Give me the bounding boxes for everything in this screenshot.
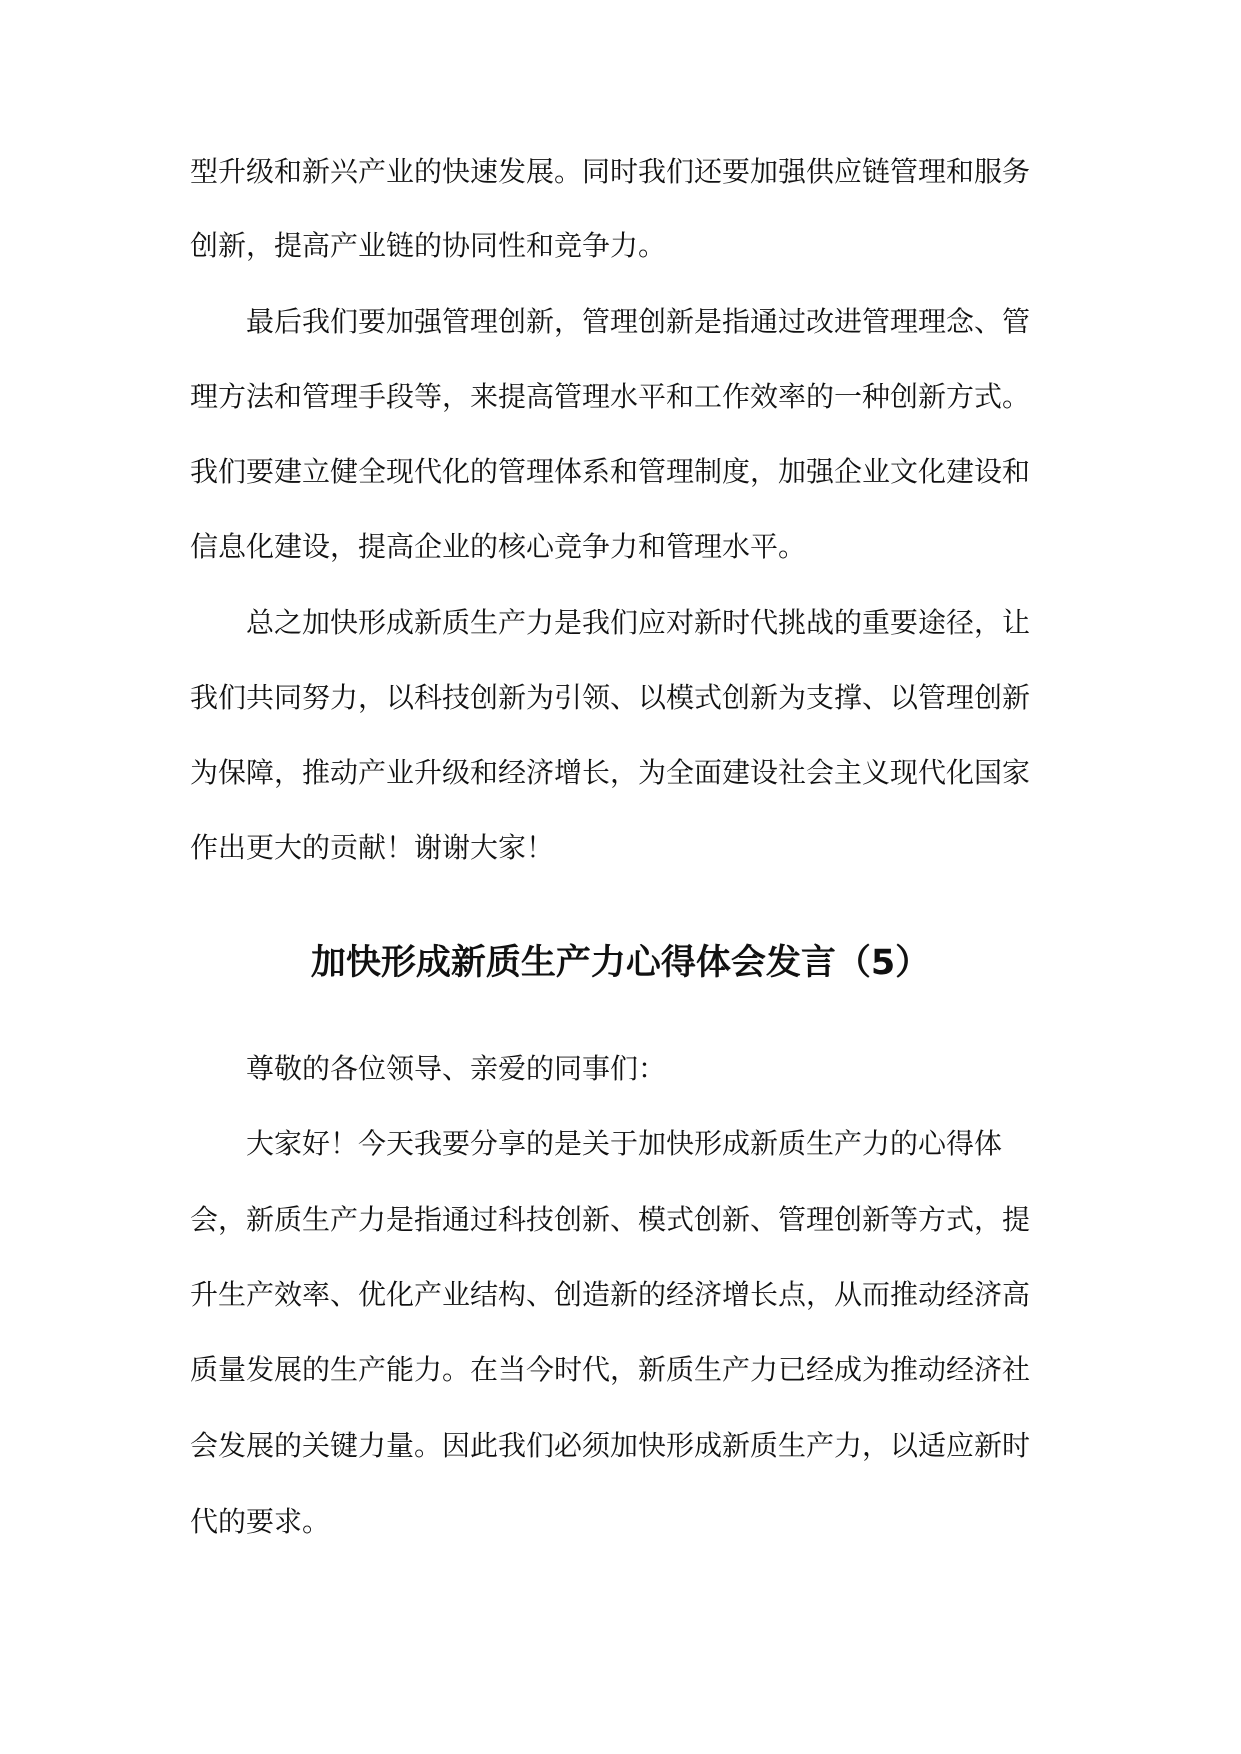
paragraph-line: 质量发展的生产能力。在当今时代，新质生产力已经成为推动经济社: [190, 1353, 1031, 1386]
paragraph-line: 我们共同努力，以科技创新为引领、以模式创新为支撑、以管理创新: [190, 681, 1031, 714]
paragraph-line: 会发展的关键力量。因此我们必须加快形成新质生产力，以适应新时: [190, 1429, 1031, 1462]
paragraph-line: 大家好！今天我要分享的是关于加快形成新质生产力的心得体: [246, 1127, 1003, 1160]
paragraph-line: 总之加快形成新质生产力是我们应对新时代挑战的重要途径，让: [246, 606, 1031, 639]
paragraph-line: 会，新质生产力是指通过科技创新、模式创新、管理创新等方式，提: [190, 1203, 1031, 1236]
paragraph-line: 创新，提高产业链的协同性和竞争力。: [190, 229, 667, 262]
paragraph-line: 最后我们要加强管理创新，管理创新是指通过改进管理理念、管: [246, 305, 1031, 338]
paragraph-line: 代的要求。: [190, 1505, 331, 1538]
paragraph-line: 理方法和管理手段等，来提高管理水平和工作效率的一种创新方式。: [190, 380, 1031, 413]
paragraph-line: 信息化建设，提高企业的核心竞争力和管理水平。: [190, 530, 807, 563]
paragraph-line: 型升级和新兴产业的快速发展。同时我们还要加强供应链管理和服务: [190, 155, 1031, 188]
salutation: 尊敬的各位领导、亲爱的同事们：: [246, 1052, 667, 1085]
paragraph-line: 我们要建立健全现代化的管理体系和管理制度，加强企业文化建设和: [190, 455, 1031, 488]
paragraph-line: 作出更大的贡献！谢谢大家！: [190, 831, 555, 864]
section-heading: 加快形成新质生产力心得体会发言（5）: [310, 943, 931, 983]
paragraph-line: 升生产效率、优化产业结构、创造新的经济增长点，从而推动经济高: [190, 1278, 1031, 1311]
paragraph-line: 为保障，推动产业升级和经济增长，为全面建设社会主义现代化国家: [190, 756, 1031, 789]
